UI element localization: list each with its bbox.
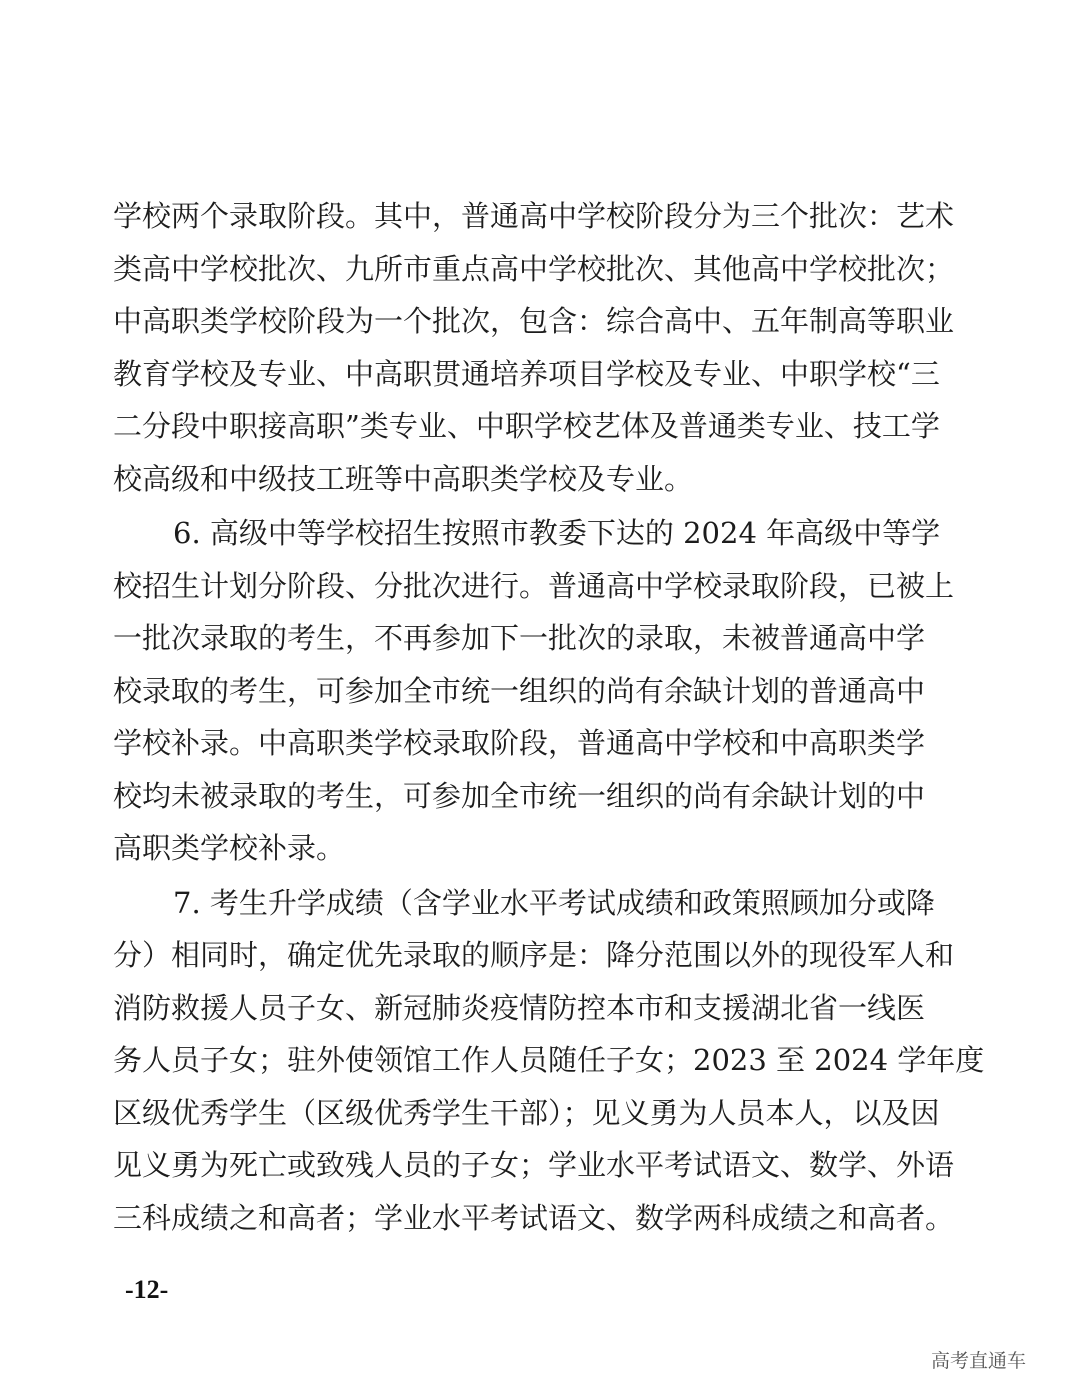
text-line: 类高中学校批次、九所市重点高中学校批次、其他高中学校批次；: [113, 251, 955, 286]
text-line: 见义勇为死亡或致残人员的子女；学业水平考试语文、数学、外语: [113, 1148, 955, 1182]
document-body: [113, 190, 985, 1244]
text-line: 校均未被录取的考生，可参加全市统一组织的尚有余缺计划的中: [113, 778, 926, 813]
text-line: 区级优秀学生（区级优秀学生干部）；见义勇为人员本人，以及因: [113, 1095, 940, 1130]
page-number: -12-: [125, 1275, 169, 1304]
text-line: 分）相同时，确定优先录取的顺序是：降分范围以外的现役军人和: [113, 938, 955, 972]
text-line: 学校两个录取阶段。其中，普通高中学校阶段分为三个批次：艺术: [113, 199, 955, 233]
text-line: 二分段中职接高职”类专业、中职学校艺体及普通类专业、技工学: [113, 409, 940, 443]
paragraph-7: [113, 877, 985, 1245]
text-line: 高职类学校补录。: [113, 831, 346, 865]
paragraph-6: [113, 507, 955, 875]
text-line: 中高职类学校阶段为一个批次，包含：综合高中、五年制高等职业: [113, 304, 955, 338]
text-line: 7. 考生升学成绩（含学业水平考试成绩和政策照顾加分或降: [173, 885, 935, 920]
text-line: 一批次录取的考生，不再参加下一批次的录取，未被普通高中学: [113, 621, 926, 655]
text-line: 校招生计划分阶段、分批次进行。普通高中学校录取阶段，已被上: [113, 568, 955, 603]
paragraph-5-continuation: [113, 190, 955, 505]
text-line: 消防救援人员子女、新冠肺炎疫情防控本市和支援湖北省一线医: [113, 990, 926, 1025]
text-line: 6. 高级中等学校招生按照市教委下达的 2024 年高级中等学: [173, 516, 941, 550]
text-line: 校高级和中级技工班等中高职类学校及专业。: [113, 461, 694, 496]
text-line: 校录取的考生，可参加全市统一组织的尚有余缺计划的普通高中: [113, 673, 926, 708]
text-line: 教育学校及专业、中高职贯通培养项目学校及专业、中职学校“三: [113, 356, 940, 391]
source-watermark: 高考直通车: [930, 1350, 1026, 1372]
text-line: 务人员子女；驻外使领馆工作人员随任子女；2023 至 2024 学年度: [113, 1043, 985, 1077]
text-line: 学校补录。中高职类学校录取阶段，普通高中学校和中高职类学: [113, 726, 926, 760]
text-line: 三科成绩之和高者；学业水平考试语文、数学两科成绩之和高者。: [113, 1200, 955, 1235]
